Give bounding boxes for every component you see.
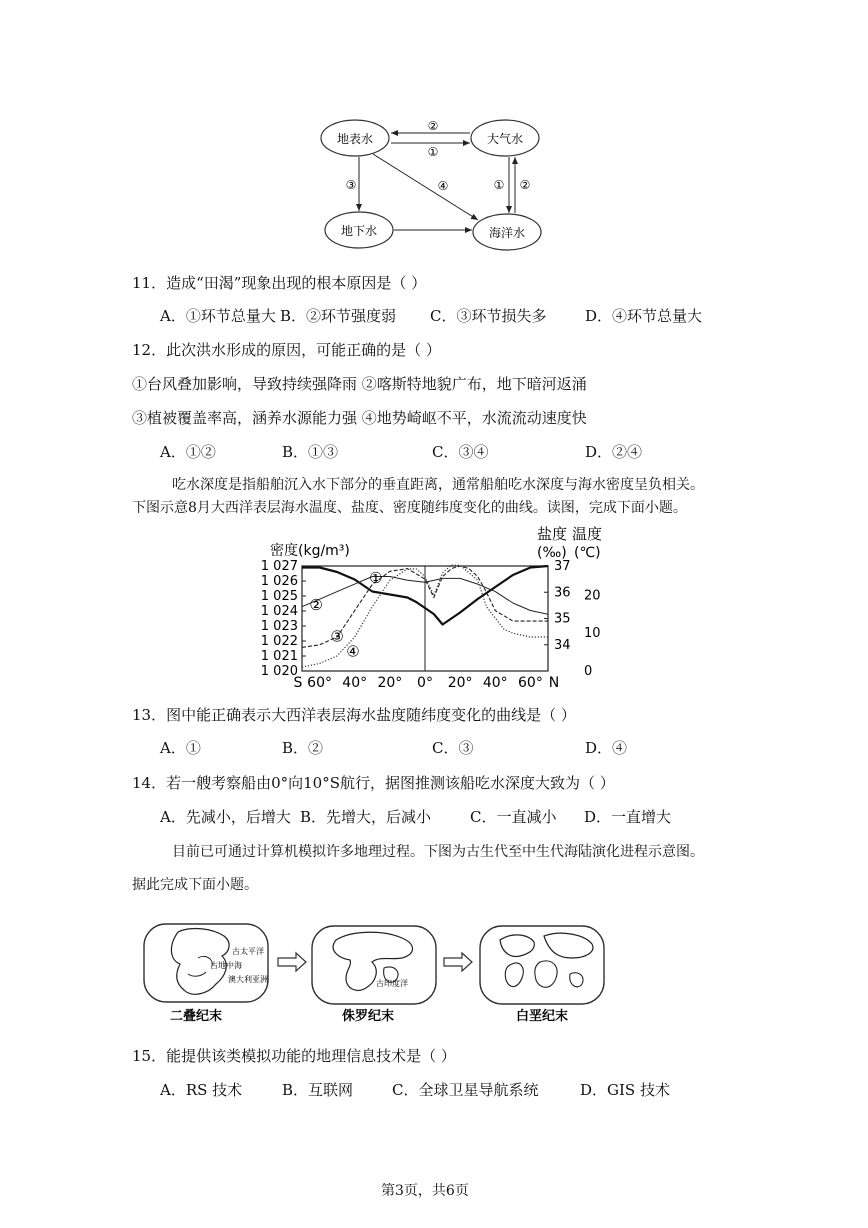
q13-option-d[interactable]: D．④ (585, 739, 628, 757)
density-tick-label: 1 024 (260, 604, 298, 619)
q15-option-d[interactable]: D．GIS 技术 (580, 1081, 670, 1099)
atlantic-chart (258, 524, 614, 696)
q12-option-a[interactable]: A．①② (160, 443, 216, 461)
label-4: ④ (437, 179, 449, 193)
intro2-line2: 下图示意8月大西洋表层海水温度、盐度、密度随纬度变化的曲线。读图，完成下面小题。 (132, 500, 687, 516)
density-tick-label: 1 025 (260, 589, 298, 604)
intro2-line1: 吃水深度是指船舶沉入水下部分的垂直距离，通常船舶吃水深度与海水密度呈负相关。 (172, 477, 704, 493)
density-tick-label: 1 021 (260, 649, 298, 664)
q11-option-a[interactable]: A．①环节总量大 (160, 307, 276, 325)
temperature-axis-title: 温度 (572, 525, 603, 543)
node-ocean-label: 海洋水 (488, 226, 526, 240)
label-3: ③ (345, 178, 357, 192)
map-cretaceous (480, 926, 604, 1004)
node-atmosphere-label: 大气水 (486, 132, 524, 146)
density-tick-label: 1 022 (260, 634, 298, 649)
page-footer: 第3页，共6页 (381, 1183, 469, 1199)
q12-option-d[interactable]: D．②④ (585, 443, 643, 461)
arrow-jurassic-to-cretaceous (444, 953, 472, 971)
map1-label-australia: 澳大利亚洲 (228, 975, 268, 984)
q14-option-a[interactable]: A．先减小，后增大 (160, 808, 291, 826)
q12-statements-1: ①台风叠加影响，导致持续强降雨 ②喀斯特地貌广布，地下暗河返涌 (132, 375, 587, 393)
series-label-2: ② (309, 596, 323, 614)
x-tick-label: N (548, 675, 560, 691)
q12-stem: 12．此次洪水形成的原因，可能正确的是（ ） (132, 341, 441, 359)
q14-option-b[interactable]: B．先增大，后减小 (300, 808, 432, 826)
x-tick-label: 60° (307, 675, 332, 691)
q13-option-b[interactable]: B．② (282, 739, 324, 757)
series-label-1: ① (369, 569, 383, 587)
intro3-line2: 据此完成下面小题。 (132, 877, 258, 893)
density-tick-label: 1 020 (260, 664, 298, 679)
q14-option-d[interactable]: D．一直增大 (584, 808, 672, 826)
map2-label-indian: 古印度洋 (376, 979, 408, 988)
map-permian (144, 924, 268, 1002)
temperature-axis-unit: (℃) (574, 545, 601, 561)
temperature-tick-label: 20 (584, 588, 601, 604)
label-1-top: ① (427, 145, 439, 159)
series-label-4: ④ (346, 642, 360, 661)
q15-option-a[interactable]: A．RS 技术 (160, 1081, 243, 1099)
q13-option-c[interactable]: C．③ (432, 739, 474, 757)
salinity-tick-label: 34 (554, 637, 571, 653)
q15-option-c[interactable]: C．全球卫星导航系统 (392, 1081, 539, 1099)
q11-option-b[interactable]: B．②环节强度弱 (280, 307, 397, 325)
x-tick-label: 20° (447, 675, 473, 691)
map-caption-cretaceous: 白垩纪末 (516, 1009, 569, 1024)
map1-label-tethys: 古地中海 (210, 961, 242, 970)
label-1-right: ① (493, 178, 505, 192)
water-cycle-diagram (315, 112, 565, 254)
density-axis-title: 密度(kg/m³) (270, 543, 350, 559)
q13-option-a[interactable]: A．① (160, 739, 201, 757)
q12-statements-2: ③植被覆盖率高，涵养水源能力强 ④地势崎岖不平，水流流动速度快 (132, 409, 587, 427)
map-caption-jurassic: 侏罗纪末 (342, 1009, 395, 1024)
x-tick-label: 20° (377, 675, 403, 691)
salinity-tick-label: 36 (554, 585, 571, 601)
x-tick-label: 40° (342, 675, 368, 691)
map-caption-permian: 二叠纪末 (170, 1009, 223, 1024)
map-jurassic (312, 926, 436, 1004)
x-tick-label: 40° (482, 675, 508, 691)
q11-stem: 11．造成“田渴”现象出现的根本原因是（ ） (132, 274, 427, 292)
temperature-tick-label: 0 (584, 664, 593, 679)
label-2-top: ② (427, 119, 439, 133)
density-tick-label: 1 027 (260, 559, 298, 574)
q15-option-b[interactable]: B．互联网 (282, 1081, 354, 1099)
continental-drift-maps (140, 918, 610, 1026)
q13-stem: 13．图中能正确表示大西洋表层海水盐度随纬度变化的曲线是（ ） (132, 706, 576, 724)
map1-label-pacific: 古太平洋 (232, 947, 264, 956)
x-tick-label: S (293, 675, 303, 691)
salinity-axis-unit: (‰) (537, 545, 567, 561)
x-tick-label: 60° (518, 675, 543, 691)
salinity-axis-title: 盐度 (537, 525, 568, 543)
arrow-surface-to-ocean (373, 154, 478, 220)
density-tick-label: 1 026 (260, 574, 298, 589)
salinity-tick-label: 35 (554, 611, 571, 627)
q12-option-b[interactable]: B．①③ (282, 443, 339, 461)
salinity-tick-label: 37 (554, 559, 571, 574)
q15-stem: 15．能提供该类模拟功能的地理信息技术是（ ） (132, 1047, 456, 1065)
q11-option-c[interactable]: C．③环节损失多 (430, 307, 547, 325)
q14-stem: 14．若一艘考察船由0°向10°S航行，据图推测该船吃水深度大致为（ ） (132, 774, 615, 792)
density-tick-label: 1 023 (260, 619, 298, 634)
q11-option-d[interactable]: D．④环节总量大 (585, 307, 703, 325)
x-tick-label: 0° (417, 675, 433, 691)
arrow-permian-to-jurassic (278, 953, 306, 971)
node-surface-label: 地表水 (336, 132, 374, 146)
series-label-3: ③ (330, 627, 344, 646)
temperature-tick-label: 10 (584, 626, 601, 642)
q14-option-c[interactable]: C．一直减小 (470, 808, 557, 826)
label-2-right: ② (519, 178, 531, 192)
intro3-line1: 目前已可通过计算机模拟许多地理过程。下图为古生代至中生代海陆演化进程示意图。 (172, 844, 704, 860)
q12-option-c[interactable]: C．③④ (432, 443, 489, 461)
node-ground-label: 地下水 (340, 224, 378, 238)
